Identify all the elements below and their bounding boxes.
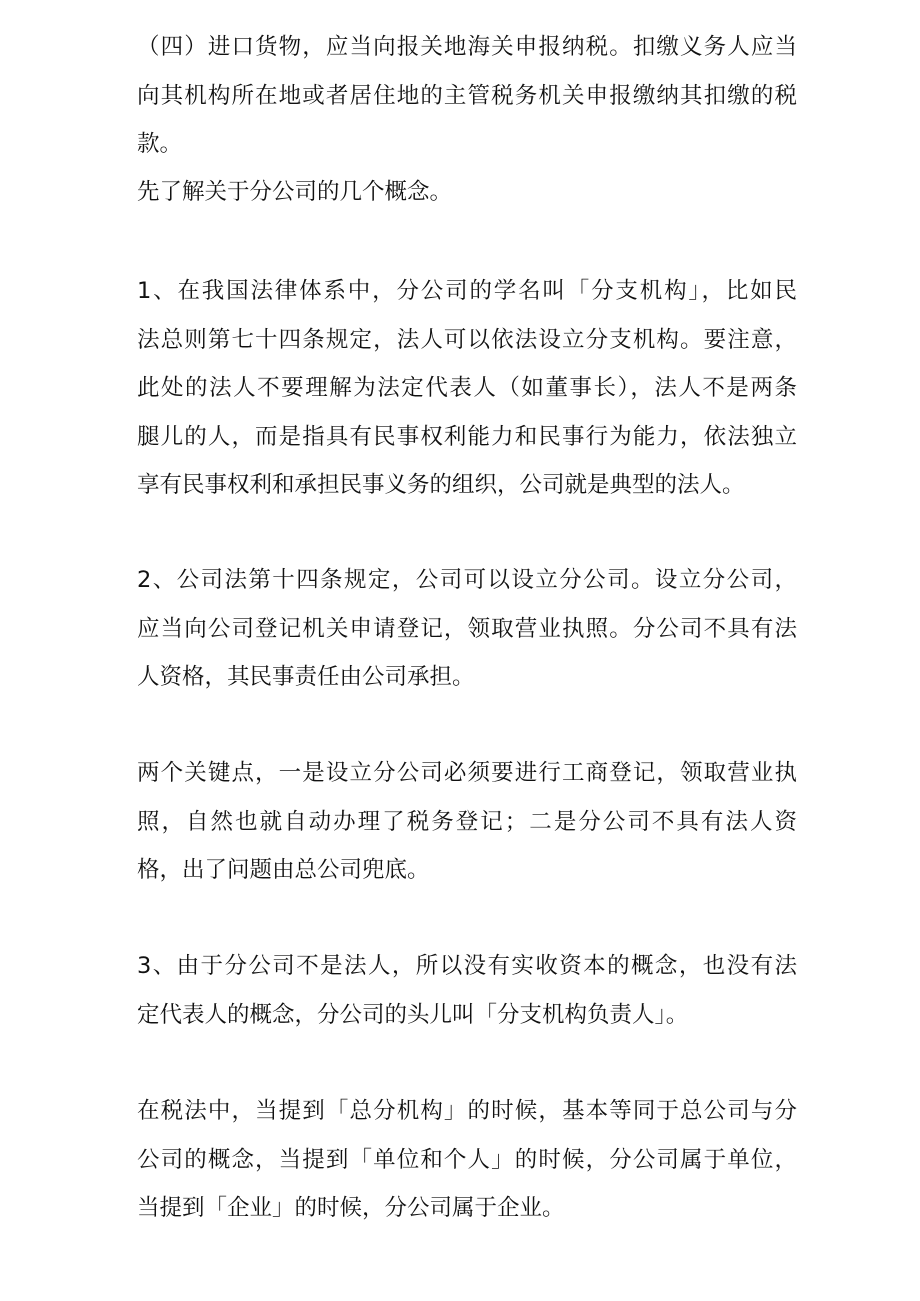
text-line: 法总则第七十四条规定，法人可以依法设立分支机构。要注意， <box>137 326 797 353</box>
text-line: 当提到「企业」的时候，分公司属于企业。 <box>137 1195 565 1221</box>
text-line: 定代表人的概念，分公司的头儿叫「分支机构负责人」。 <box>137 1001 689 1028</box>
text-line: 照，自然也就自动办理了税务登记；二是分公司不具有法人资 <box>137 808 797 835</box>
text-line: 向其机构所在地或者居住地的主管税务机关申报缴纳其扣缴的税 <box>137 82 797 109</box>
text-line: 人资格，其民事责任由公司承担。 <box>137 664 475 690</box>
paragraph-point-2 <box>137 556 797 702</box>
text-line: 3、由于分公司不是法人，所以没有实收资本的概念，也没有法 <box>137 953 797 979</box>
text-line: 先了解关于分公司的几个概念。 <box>137 179 453 205</box>
text-line: 公司的概念，当提到「单位和个人」的时候，分公司属于单位， <box>137 1146 797 1173</box>
paragraph-import-goods <box>137 23 797 169</box>
text-line: 在税法中，当提到「总分机构」的时候，基本等同于总公司与分 <box>137 1098 797 1124</box>
paragraph-intro <box>137 168 797 217</box>
text-line: 1、在我国法律体系中，分公司的学名叫「分支机构」，比如民 <box>137 278 797 304</box>
text-line: 格，出了问题由总公司兜底。 <box>137 857 430 883</box>
paragraph-tax-law <box>137 1087 797 1233</box>
text-line: 腿儿的人，而是指具有民事权利能力和民事行为能力，依法独立 <box>137 423 797 450</box>
paragraph-key-points <box>137 749 797 895</box>
text-line: 款。 <box>137 131 183 157</box>
text-line: 2、公司法第十四条规定，公司可以设立分公司。设立分公司， <box>137 567 797 593</box>
text-line: 应当向公司登记机关申请登记，领取营业执照。分公司不具有法 <box>137 615 797 642</box>
text-line: 此处的法人不要理解为法定代表人（如董事长），法人不是两条 <box>137 375 797 401</box>
text-line: 享有民事权利和承担民事义务的组织，公司就是典型的法人。 <box>137 472 745 498</box>
text-line: 两个关键点，一是设立分公司必须要进行工商登记，领取营业执 <box>137 760 797 786</box>
paragraph-point-3 <box>137 942 797 1039</box>
text-line: （四）进口货物，应当向报关地海关申报纳税。扣缴义务人应当 <box>137 34 797 60</box>
paragraph-point-1 <box>137 267 797 510</box>
